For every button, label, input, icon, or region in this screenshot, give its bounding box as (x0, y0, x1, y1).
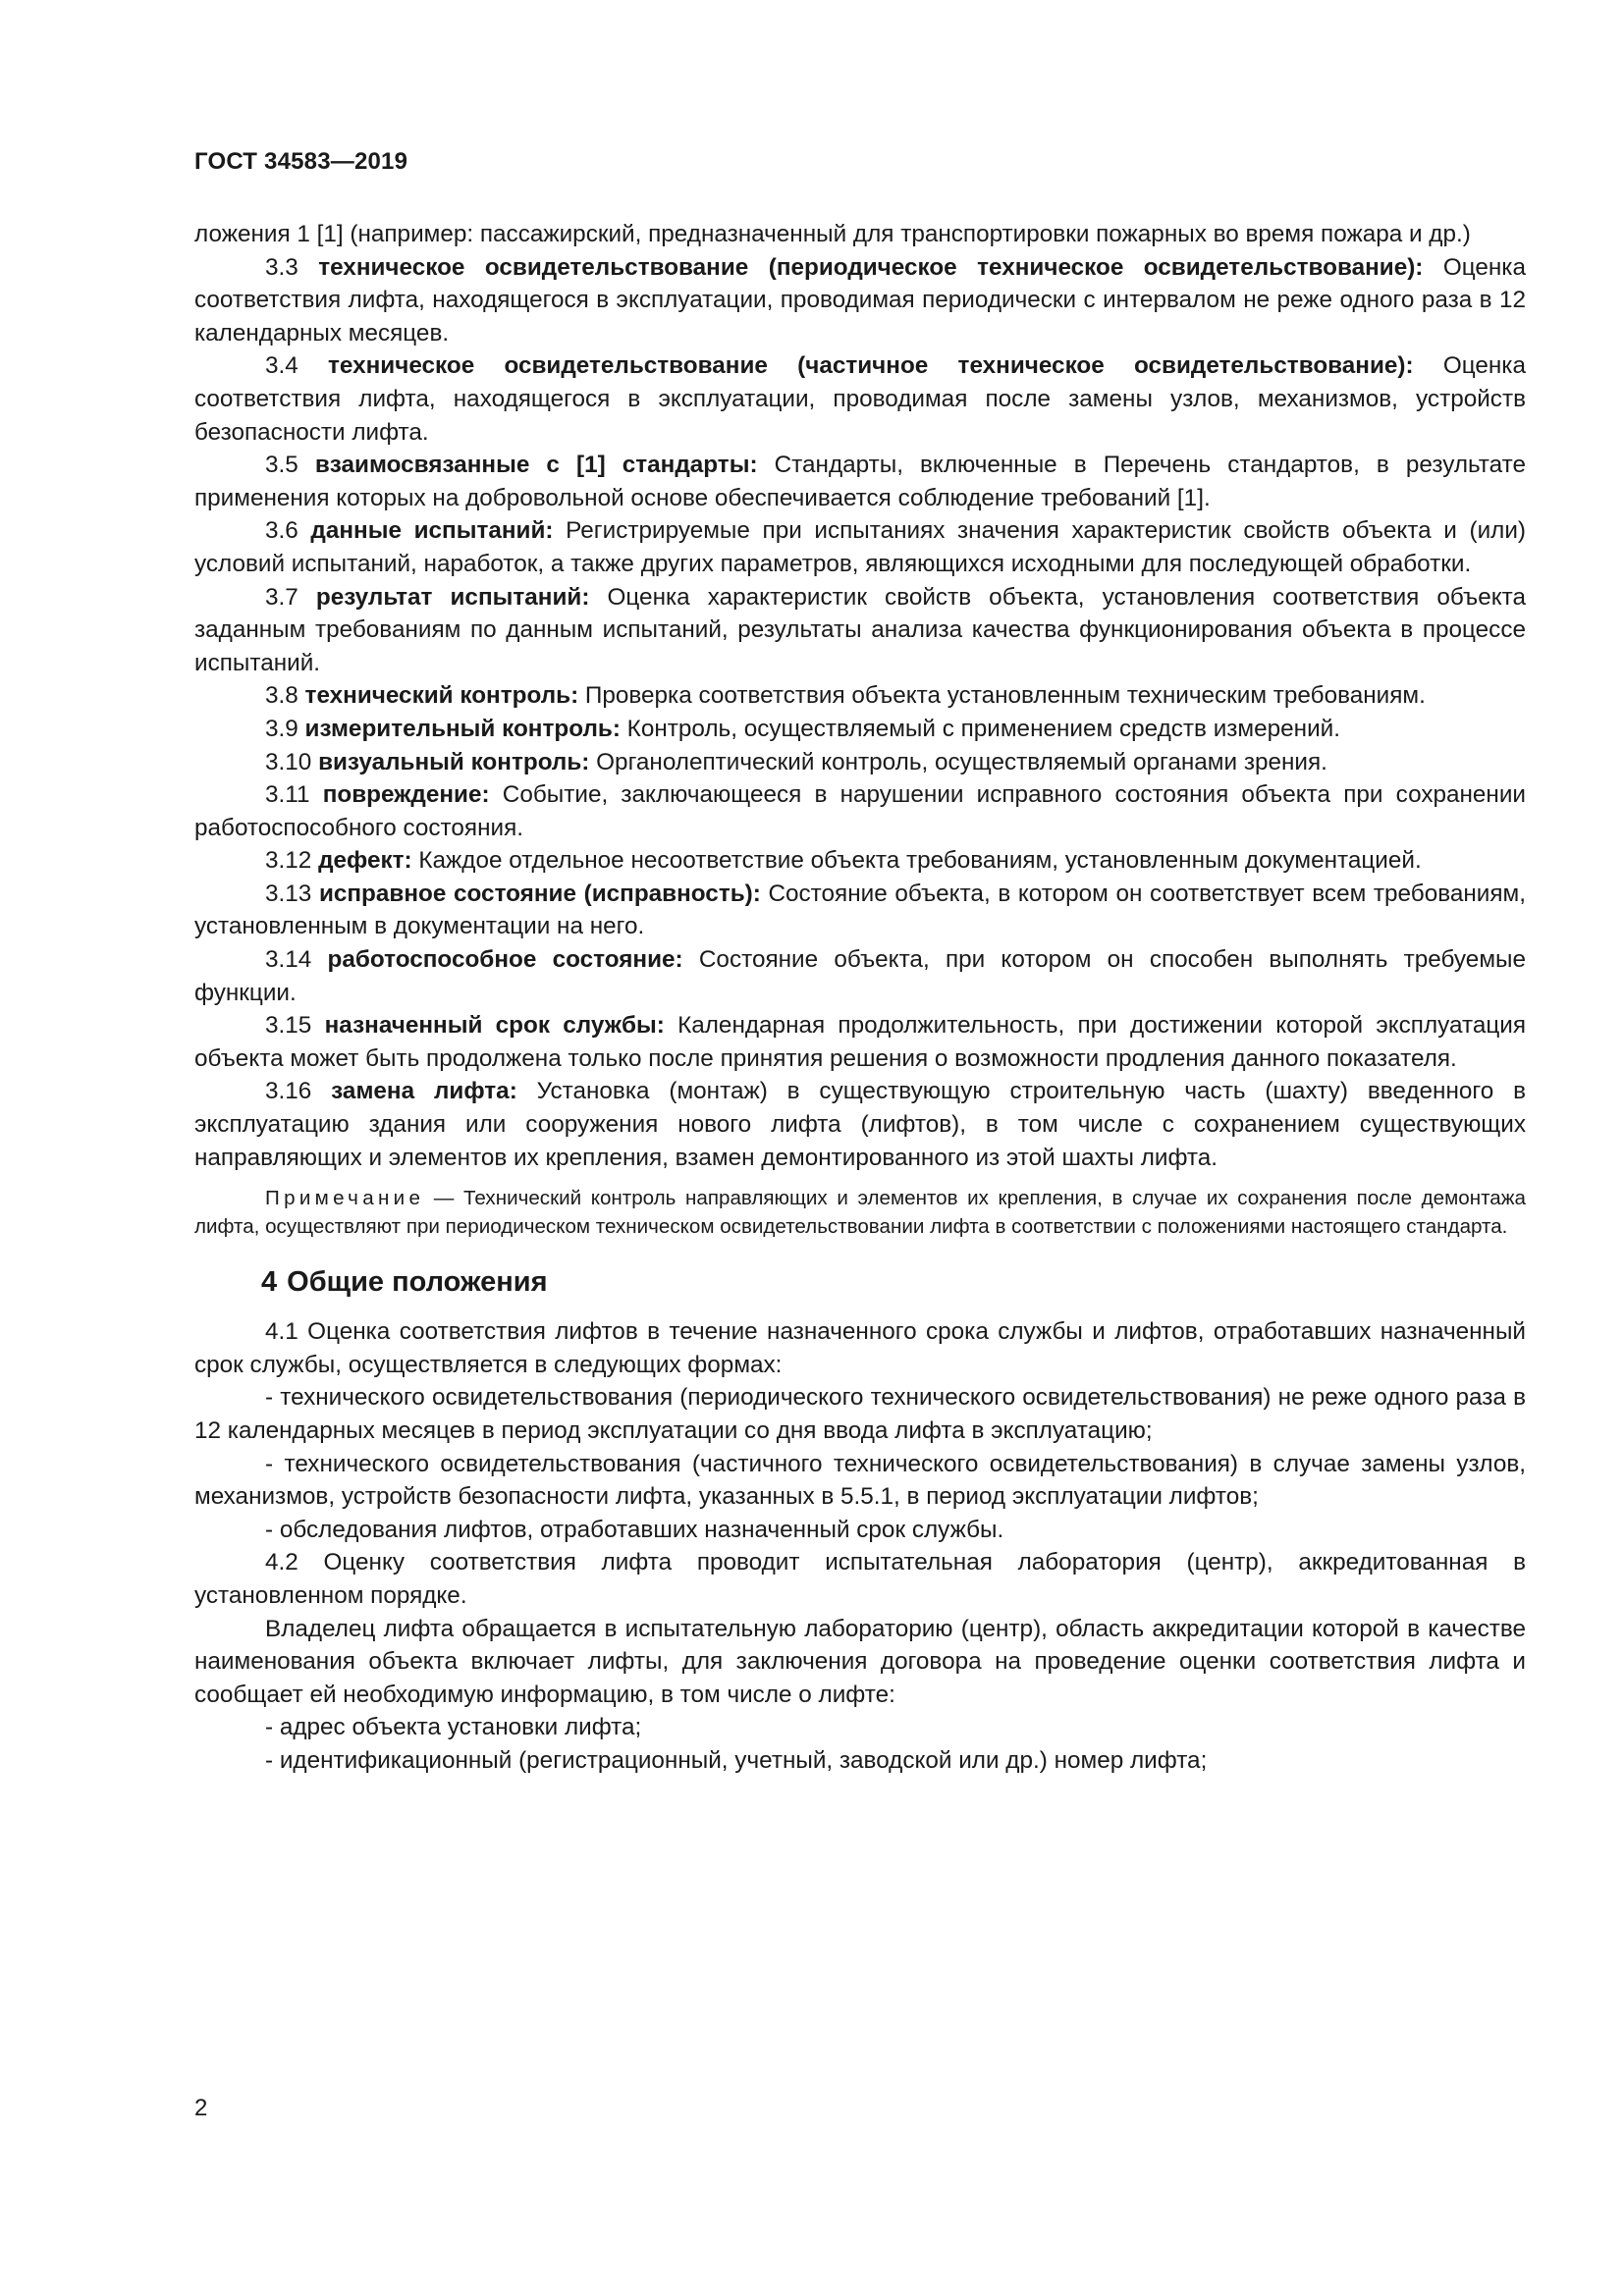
definition-text: Состояние объекта, в котором он соответствует всем требованиям, установленным в документации на него. (194, 880, 1526, 940)
definition-item (194, 878, 1526, 943)
definition-term: измерительный контроль: (304, 715, 621, 742)
definition-number: 3.14 (265, 946, 312, 974)
definition-text: Регистрируемые при испытаниях значения характеристик свойств объекта и (или) условий испытаний, наработок, а также других параметров, являющихся исходными для последующей обработки. (194, 517, 1526, 577)
definition-term: визуальный контроль: (318, 748, 590, 775)
definition-text: Оценка соответствия лифта, находящегося в эксплуатации, проводимая после замены узлов, механизмов, устройств безопасности лифта. (194, 352, 1526, 446)
definition-number: 3.16 (265, 1078, 312, 1105)
definition-item (194, 943, 1526, 1009)
definition-number: 3.13 (265, 880, 312, 907)
page-number: 2 (194, 2095, 208, 2121)
definition-item (194, 514, 1526, 580)
definition-number: 3.11 (265, 781, 310, 809)
section-heading (261, 1262, 1526, 1302)
definition-text: Состояние объекта, при котором он способен выполнять требуемые функции. (194, 946, 1527, 1006)
section-paragraph: - обследования лифтов, отработавших назначенный срок службы. (265, 1516, 1004, 1543)
definition-term: данные испытаний: (310, 517, 554, 545)
section-paragraph: 4.2 Оценку соответствия лифта проводит испытательная лаборатория (центр), аккредитованная в установленном порядке. (194, 1549, 1526, 1609)
section-paragraph: - технического освидетельствования (периодического технического освидетельствования) не реже одного раза в 12 календарных месяцев в период эксплуатации со дня ввода лифта в эксплуатацию; (194, 1384, 1526, 1444)
definition-item (194, 679, 1526, 713)
section-number: 4 (261, 1266, 278, 1299)
definition-item (194, 251, 1526, 350)
definition-text: Стандарты, включенные в Перечень стандартов, в результате применения которых на добровольной основе обеспечивается соблюдение требований [1]. (194, 452, 1526, 511)
definition-number: 3.12 (265, 847, 312, 875)
definition-term: повреждение: (322, 781, 490, 809)
definition-item (194, 746, 1526, 779)
definition-text: Контроль, осуществляемый с применением средств измерений. (620, 715, 1340, 742)
definition-term: техническое освидетельствование (периодическое техническое освидетельствование): (318, 253, 1424, 281)
section-paragraph: - технического освидетельствования (частичного технического освидетельствования) в случае замены узлов, механизмов, устройств безопасности лифта, указанных в 5.5.1, в период эксплуатации лифтов; (194, 1450, 1526, 1511)
definition-number: 3.15 (265, 1012, 312, 1040)
definition-text: Событие, заключающееся в нарушении исправного состояния объекта при сохранении работоспособного состояния. (194, 781, 1526, 841)
definition-item (194, 713, 1526, 746)
definition-text: Оценка соответствия лифта, находящегося в эксплуатации, проводимая периодически с интервалом не реже одного раза в 12 календарных месяцев. (194, 253, 1526, 347)
definition-term: технический контроль: (304, 682, 579, 710)
definition-item (194, 1075, 1526, 1174)
definition-item (194, 349, 1526, 449)
definitions-list (194, 251, 1526, 1175)
definition-text: Установка (монтаж) в существующую строительную часть (шахту) введенного в эксплуатацию здания или сооружения нового лифта (лифтов), в том числе с сохранением существующих направляющих и элементов их крепления, взамен демонтированного из этой шахты лифта. (194, 1078, 1526, 1171)
continuation-paragraph: ложения 1 [1] (например: пассажирский, предназначенный для транспортировки пожарных во время пожара и др.) (194, 221, 1471, 247)
definition-term: взаимосвязанные с [1] стандарты: (314, 452, 758, 479)
section-title: Общие положения (287, 1266, 548, 1299)
definition-number: 3.9 (265, 715, 298, 742)
definition-number: 3.10 (265, 748, 312, 775)
definition-term: назначенный срок службы: (324, 1012, 665, 1040)
note-text: — Технический контроль направляющих и элементов их крепления, в случае их сохранения после демонтажа лифта, осуществляют при периодическом техническом освидетельствовании лифта в соответствии с положениями настоящего стандарта. (194, 1187, 1526, 1239)
definition-item (194, 844, 1526, 878)
note-label: Примечание (265, 1187, 425, 1210)
section-paragraph: - идентификационный (регистрационный, учетный, заводской или др.) номер лифта; (265, 1746, 1208, 1774)
note-paragraph (194, 1184, 1526, 1241)
definition-text: Оценка характеристик свойств объекта, установления соответствия объекта заданным требованиям по данным испытаний, результаты анализа качества функционирования объекта в процессе испытаний. (194, 583, 1526, 676)
definition-number: 3.7 (265, 583, 298, 611)
definition-number: 3.8 (265, 682, 298, 710)
definition-term: дефект: (318, 847, 412, 875)
definition-term: техническое освидетельствование (частичное техническое освидетельствование): (328, 352, 1414, 380)
section-paragraph: Владелец лифта обращается в испытательную лабораторию (центр), область аккредитации которой в качестве наименования объекта включает лифты, для заключения договора на проведение оценки соответствия лифта и сообщает ей необходимую информацию, в том числе о лифте: (194, 1615, 1526, 1708)
definition-item (194, 581, 1526, 680)
definition-number: 3.4 (265, 352, 298, 380)
document-body (194, 218, 1526, 1778)
definition-item (194, 1009, 1526, 1075)
definition-term: исправное состояние (исправность): (318, 880, 761, 907)
definition-number: 3.6 (265, 517, 298, 545)
document-code-header: ГОСТ 34583—2019 (194, 148, 408, 175)
definition-text: Каждое отдельное несоответствие объекта требованиям, установленным документацией. (411, 847, 1422, 875)
section-paragraph: - адрес объекта установки лифта; (265, 1714, 642, 1741)
section-paragraph: 4.1 Оценка соответствия лифтов в течение назначенного срока службы и лифтов, отработавших назначенный срок службы, осуществляется в следующих формах: (194, 1318, 1526, 1378)
definition-item (194, 449, 1526, 514)
section-paragraphs (194, 1315, 1526, 1777)
definition-term: замена лифта: (331, 1078, 517, 1105)
definition-term: работоспособное состояние: (327, 946, 683, 974)
definition-number: 3.5 (265, 452, 298, 479)
definition-text: Проверка соответствия объекта установленным техническим требованиям. (578, 682, 1426, 710)
definition-item (194, 778, 1526, 844)
definition-text: Органолептический контроль, осуществляемый органами зрения. (589, 748, 1327, 775)
definition-text: Календарная продолжительность, при достижении которой эксплуатация объекта может быть продолжена только после принятия решения о возможности продления данного показателя. (194, 1012, 1526, 1072)
definition-number: 3.3 (265, 253, 298, 281)
definition-term: результат испытаний: (315, 583, 590, 611)
